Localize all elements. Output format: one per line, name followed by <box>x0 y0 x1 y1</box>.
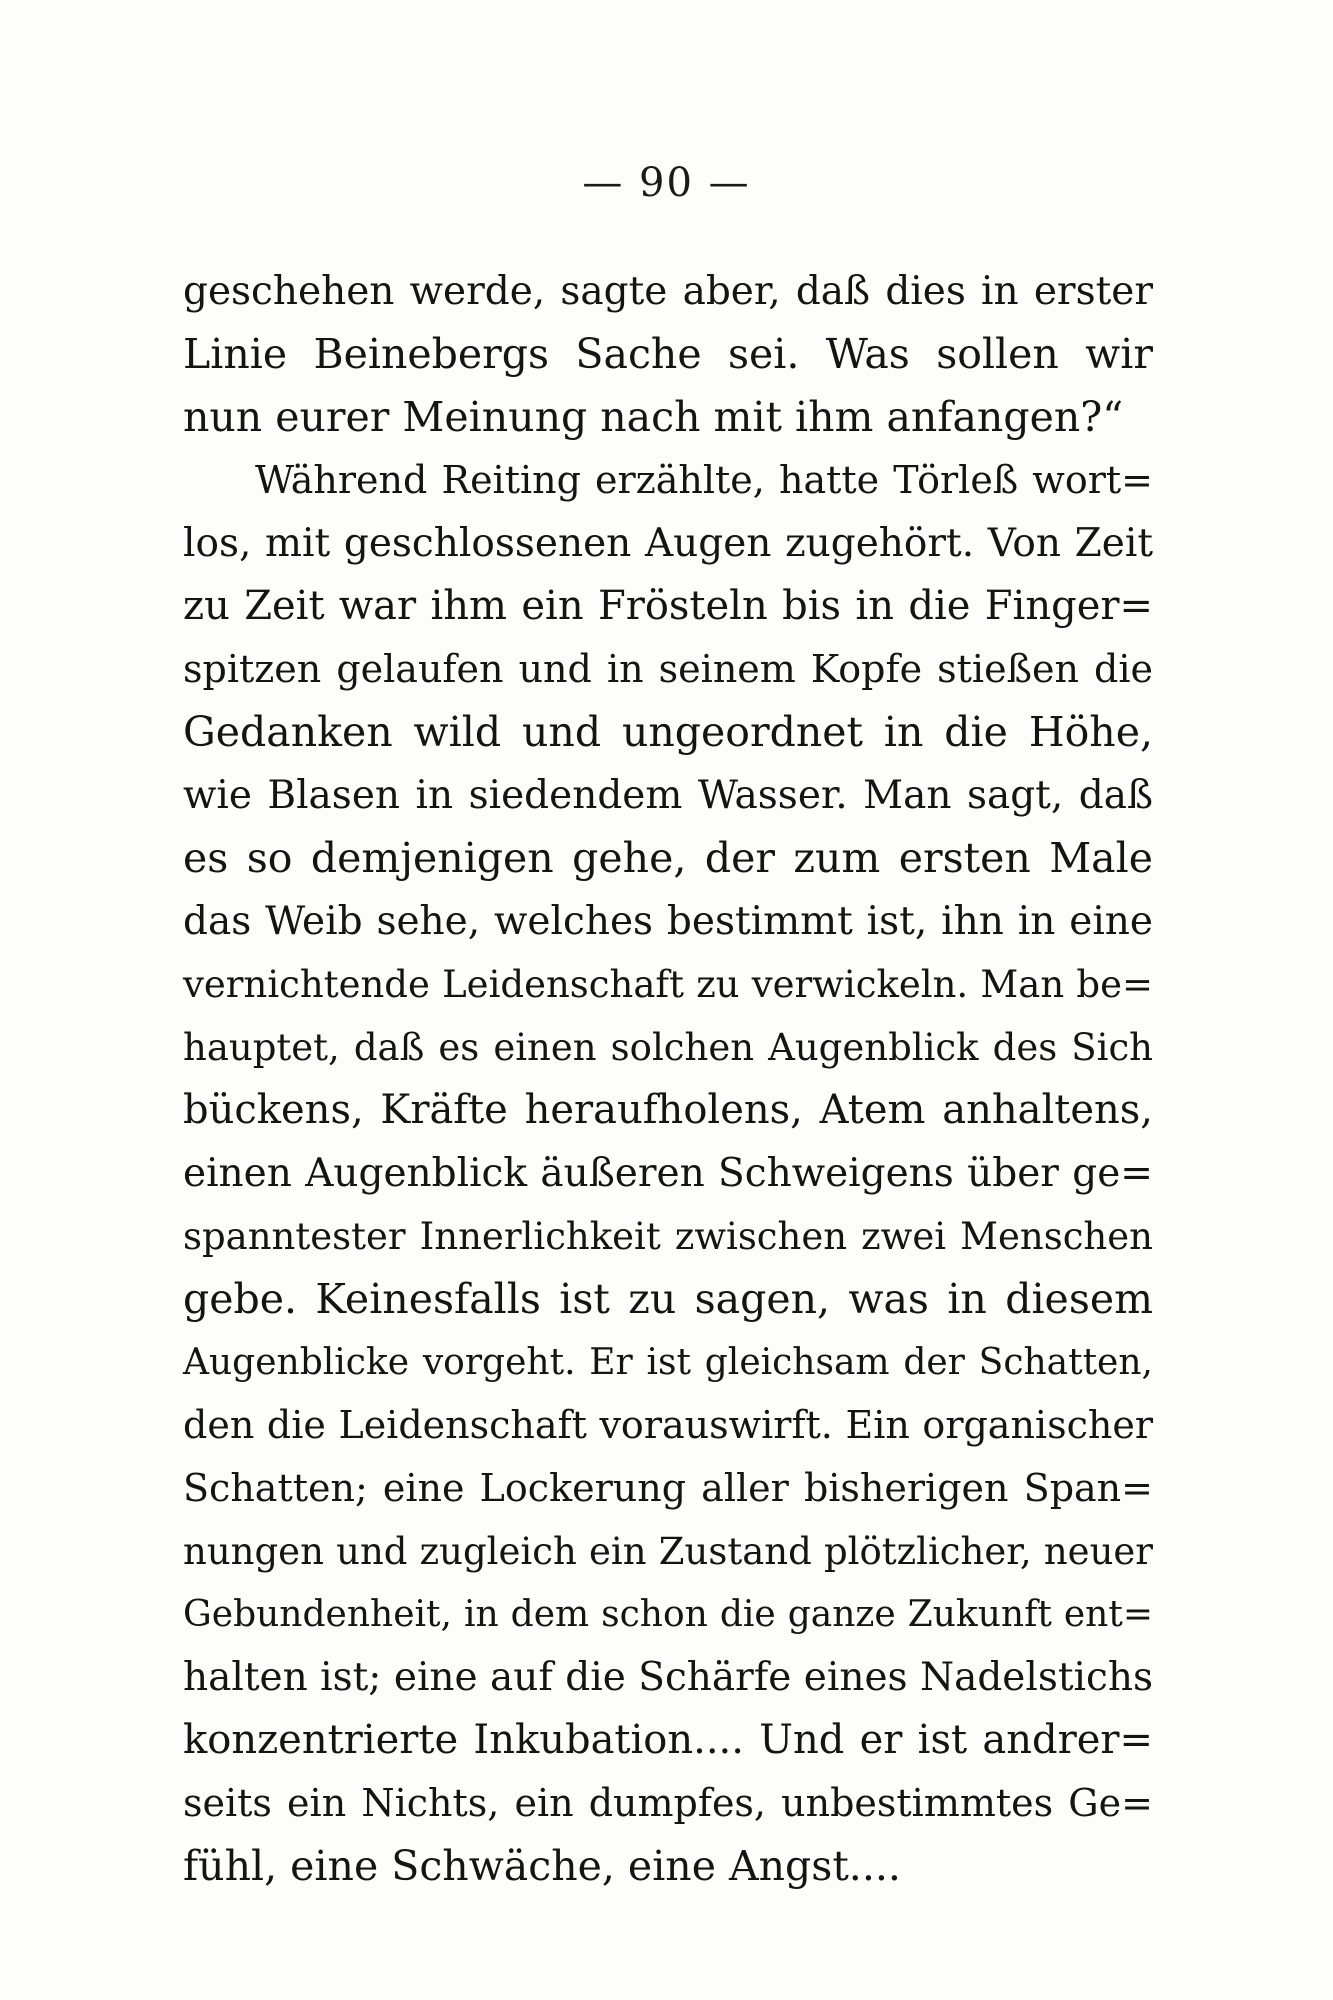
body-text <box>183 260 1153 1898</box>
text-line: halten ist; eine auf die Schärfe eines Nadelstichs <box>183 1655 1153 1700</box>
text-line: seits ein Nichts, ein dumpfes, unbestimmtes Ge= <box>183 1781 1153 1825</box>
text-line: einen Augenblick äußeren Schweigens über ge= <box>183 1151 1153 1196</box>
page-number: — 90 — <box>582 160 751 206</box>
text-line: vernichtende Leidenschaft zu verwickeln. Man be= <box>183 963 1153 1006</box>
text-line: wie Blasen in siedendem Wasser. Man sagt, daß <box>183 773 1153 818</box>
text-line: Gedanken wild und ungeordnet in die Höhe, <box>183 708 1153 756</box>
text-line: bückens, Kräfte heraufholens, Atem anhaltens, <box>183 1087 1153 1133</box>
text-line: Gebundenheit, in dem schon die ganze Zukunft ent= <box>183 1594 1153 1635</box>
text-line: hauptet, daß es einen solchen Augenblick des Sich <box>183 1026 1153 1069</box>
text-line: spitzen gelaufen und in seinem Kopfe stießen die <box>183 647 1153 691</box>
text-line: Schatten; eine Lockerung aller bisherigen Span= <box>183 1466 1153 1510</box>
text-line: spanntester Innerlichkeit zwischen zwei Menschen <box>183 1215 1153 1258</box>
text-line: geschehen werde, sagte aber, daß dies in erster <box>183 269 1153 314</box>
text-line: es so demjenigen gehe, der zum ersten Male <box>183 834 1153 882</box>
text-line: zu Zeit war ihm ein Frösteln bis in die Finger= <box>183 583 1153 629</box>
text-line: nungen und zugleich ein Zustand plötzlicher, neuer <box>183 1530 1153 1573</box>
text-line: Linie Beinebergs Sache sei. Was sollen wir <box>183 330 1153 378</box>
text-line: nun eurer Meinung nach mit ihm anfangen?“ <box>183 393 1124 441</box>
text-line: den die Leidenschaft vorauswirft. Ein organischer <box>183 1403 1153 1447</box>
text-line: gebe. Keinesfalls ist zu sagen, was in diesem <box>183 1275 1153 1323</box>
text-line: konzentrierte Inkubation.... Und er ist andrer= <box>183 1717 1153 1763</box>
text-line: fühl, eine Schwäche, eine Angst.... <box>183 1842 901 1890</box>
text-line: Während Reiting erzählte, hatte Törleß wort= <box>255 458 1153 502</box>
text-line: los, mit geschlossenen Augen zugehört. Von Zeit <box>183 521 1153 566</box>
text-line: das Weib sehe, welches bestimmt ist, ihn in eine <box>183 899 1153 944</box>
text-line: Augenblicke vorgeht. Er ist gleichsam der Schatten, <box>183 1342 1153 1383</box>
